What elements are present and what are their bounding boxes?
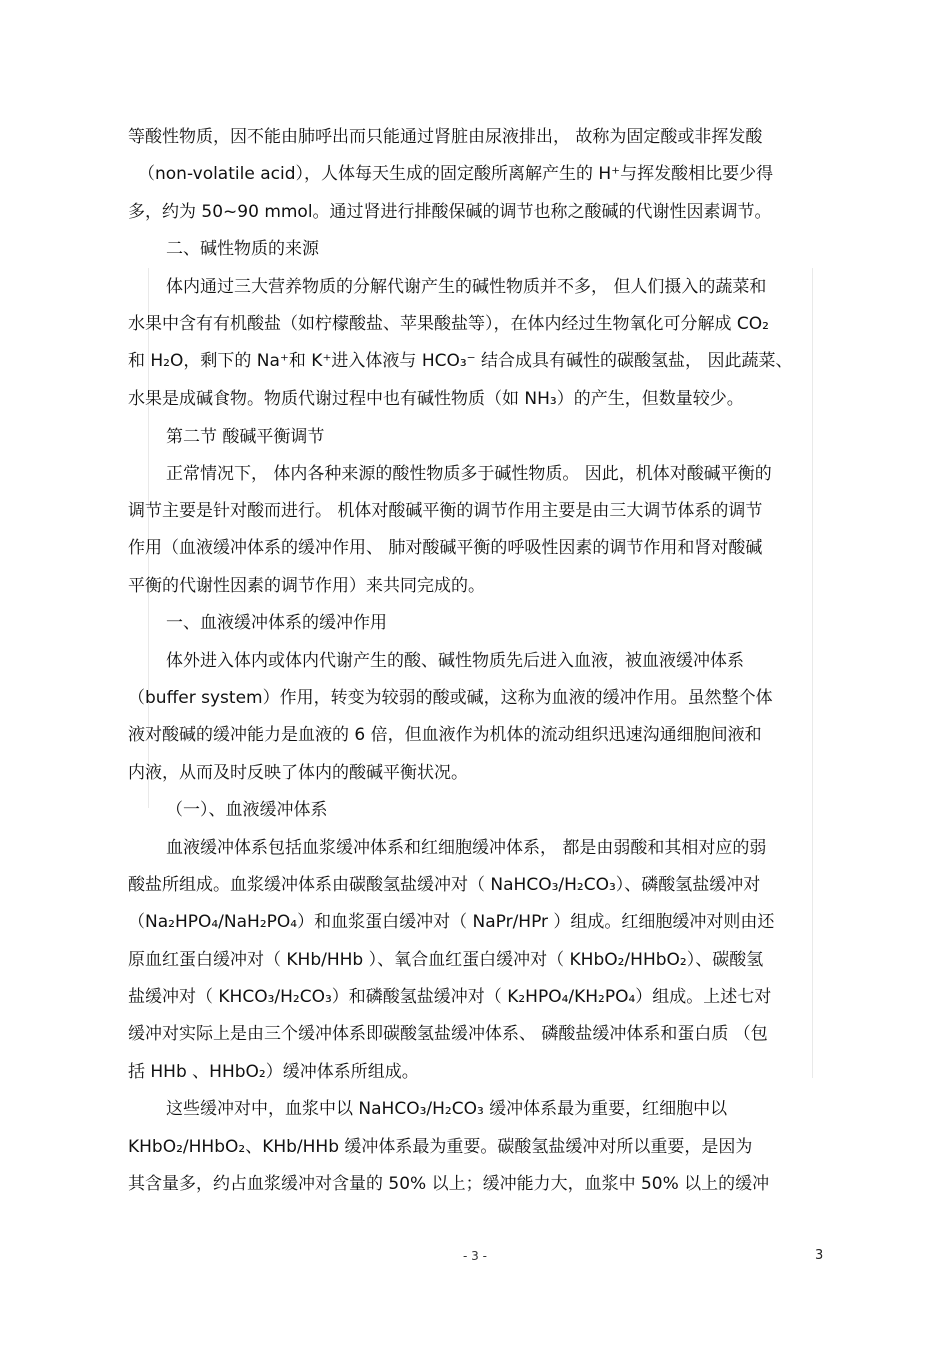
subsection-heading: （一）、血液缓冲体系 bbox=[166, 800, 328, 820]
text-line: 盐缓冲对（ KHCO₃/H₂CO₃）和磷酸氢盐缓冲对（ K₂HPO₄/KH₂PO₄）组成。上述七对 bbox=[128, 987, 772, 1007]
text-line: 内液，从而及时反映了体内的酸碱平衡状况。 bbox=[128, 763, 468, 783]
text-line: 调节主要是针对酸而进行。 机体对酸碱平衡的调节作用主要是由三大调节体系的调节 bbox=[128, 501, 763, 521]
text-line: 这些缓冲对中，血浆中以 NaHCO₃/H₂CO₃ 缓冲体系最为重要，红细胞中以 bbox=[166, 1099, 728, 1119]
text-line: 水果是成碱食物。物质代谢过程中也有碱性物质（如 NH₃）的产生，但数量较少。 bbox=[128, 389, 744, 409]
text-line: 和 H₂O，剩下的 Na⁺和 K⁺进入体液与 HCO₃⁻ 结合成具有碱性的碳酸氢盐， 因此蔬菜、 bbox=[128, 351, 793, 371]
text-line: 酸盐所组成。血浆缓冲体系由碳酸氢盐缓冲对（ NaHCO₃/H₂CO₃）、磷酸氢盐缓冲对 bbox=[128, 875, 761, 895]
text-line: 体内通过三大营养物质的分解代谢产生的碱性物质并不多， 但人们摄入的蔬菜和 bbox=[166, 277, 767, 297]
text-line: 正常情况下， 体内各种来源的酸性物质多于碱性物质。 因此，机体对酸碱平衡的 bbox=[166, 464, 772, 484]
text-line: 平衡的代谢性因素的调节作用）来共同完成的。 bbox=[128, 576, 485, 596]
section-heading: 二、碱性物质的来源 bbox=[166, 239, 319, 259]
text-line: 体外进入体内或体内代谢产生的酸、碱性物质先后进入血液，被血液缓冲体系 bbox=[166, 651, 744, 671]
text-line: KHbO₂/HHbO₂、KHb/HHb 缓冲体系最为重要。碳酸氢盐缓冲对所以重要，是因为 bbox=[128, 1137, 753, 1157]
text-line: （Na₂HPO₄/NaH₂PO₄）和血浆蛋白缓冲对（ NaPr/HPr ）组成。红细胞缓冲对则由还 bbox=[128, 912, 775, 932]
page-number-right: 3 bbox=[815, 1248, 824, 1263]
text-line: 等酸性物质，因不能由肺呼出而只能通过肾脏由尿液排出， 故称为固定酸或非挥发酸 bbox=[128, 127, 763, 147]
page-number-center: - 3 - bbox=[463, 1249, 487, 1263]
text-line: 括 HHb 、HHbO₂）缓冲体系所组成。 bbox=[128, 1062, 419, 1082]
text-line: 缓冲对实际上是由三个缓冲体系即碳酸氢盐缓冲体系、 磷酸盐缓冲体系和蛋白质 （包 bbox=[128, 1024, 768, 1044]
text-line: 多，约为 50~90 mmol。通过肾进行排酸保碱的调节也称之酸碱的代谢性因素调节。 bbox=[128, 202, 772, 222]
text-line: 血液缓冲体系包括血浆缓冲体系和红细胞缓冲体系， 都是由弱酸和其相对应的弱 bbox=[166, 838, 767, 858]
text-line: 液对酸碱的缓冲能力是血液的 6 倍，但血液作为机体的流动组织迅速沟通细胞间液和 bbox=[128, 725, 762, 745]
text-line: 其含量多，约占血浆缓冲对含量的 50% 以上；缓冲能力大，血浆中 50% 以上的缓冲 bbox=[128, 1174, 770, 1194]
chapter-heading: 第二节 酸碱平衡调节 bbox=[166, 427, 325, 447]
text-line: （non-volatile acid），人体每天生成的固定酸所离解产生的 H⁺与挥发酸相比要少得 bbox=[138, 164, 774, 184]
text-line: （buffer system）作用，转变为较弱的酸或碱，这称为血液的缓冲作用。虽然整个体 bbox=[128, 688, 773, 708]
text-line: 水果中含有有机酸盐（如柠檬酸盐、苹果酸盐等），在体内经过生物氧化可分解成 CO₂ bbox=[128, 314, 769, 334]
section-heading: 一、血液缓冲体系的缓冲作用 bbox=[166, 613, 387, 633]
text-line: 作用（血液缓冲体系的缓冲作用、 肺对酸碱平衡的呼吸性因素的调节作用和肾对酸碱 bbox=[128, 538, 763, 558]
text-line: 原血红蛋白缓冲对（ KHb/HHb ）、氧合血红蛋白缓冲对（ KHbO₂/HHbO₂）、碳酸氢 bbox=[128, 950, 764, 970]
